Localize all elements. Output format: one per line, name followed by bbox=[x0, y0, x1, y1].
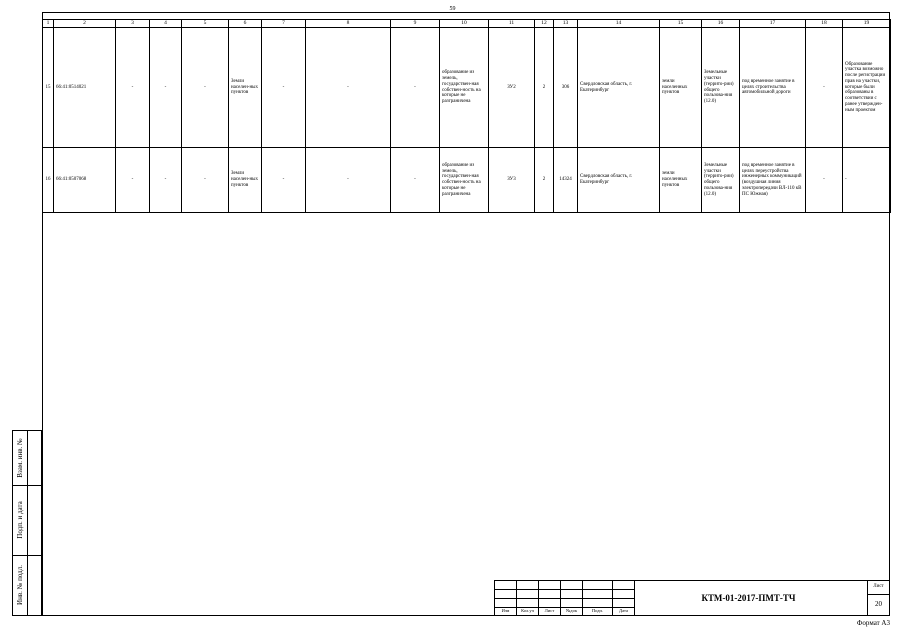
table-cell: ЗУ2 bbox=[489, 28, 535, 148]
table-cell: - bbox=[806, 148, 843, 213]
sheet-label: Лист bbox=[873, 584, 884, 589]
table-cell: - bbox=[391, 148, 440, 213]
column-header: 9 bbox=[391, 20, 440, 28]
table-cell: - bbox=[150, 28, 182, 148]
table-cell: - bbox=[843, 148, 891, 213]
table-cell: под временное занятие в целях строительства автомобильной дороги bbox=[740, 28, 806, 148]
column-header: 15 bbox=[660, 20, 702, 28]
table-cell: Образование участка возможно после регистрации прав на участки, которые были образованы в соответствии с ранее утвержден-ным проектом bbox=[843, 28, 891, 148]
table-cell: - bbox=[306, 148, 391, 213]
table-cell: земли населенных пунктов bbox=[660, 28, 702, 148]
column-header: 4 bbox=[150, 20, 182, 28]
table-cell: - bbox=[182, 28, 229, 148]
sidebar-label: Инв. № подл. bbox=[16, 565, 24, 605]
title-block bbox=[494, 580, 890, 616]
table-cell: - bbox=[262, 28, 306, 148]
stamp-label-izm: Изм bbox=[501, 608, 510, 613]
table-cell: под временное занятие в целях переустройства инженерных коммуникаций (воздушная линия электропередачи ВЛ-110 кВ ПС Южная) bbox=[740, 148, 806, 213]
table-cell: 16 bbox=[43, 148, 54, 213]
table-cell: Свердловская область, г. Екатеринбург bbox=[578, 28, 660, 148]
sidebar-cell-inv bbox=[13, 555, 41, 615]
column-header: 12 bbox=[535, 20, 554, 28]
header-row bbox=[43, 20, 891, 28]
column-header: 7 bbox=[262, 20, 306, 28]
column-header: 3 bbox=[116, 20, 150, 28]
table-cell: - bbox=[391, 28, 440, 148]
table-cell: 2 bbox=[535, 28, 554, 148]
table-cell: Земли населен-ных пунктов bbox=[229, 148, 262, 213]
column-header: 19 bbox=[843, 20, 891, 28]
column-header: 8 bbox=[306, 20, 391, 28]
table-cell: земли населенных пунктов bbox=[660, 148, 702, 213]
column-header: 2 bbox=[54, 20, 116, 28]
stamp-label-podp: Подп. bbox=[591, 608, 604, 613]
column-header: 14 bbox=[578, 20, 660, 28]
table-cell: - bbox=[116, 28, 150, 148]
column-header: 13 bbox=[554, 20, 578, 28]
stamp-label-list: Лист bbox=[544, 608, 555, 613]
table-cell: 66:41:0514021 bbox=[54, 28, 116, 148]
land-plots-table bbox=[42, 19, 891, 213]
stamp-label-kol: Кол.уч bbox=[521, 608, 534, 613]
format-label: Формат А3 bbox=[856, 619, 890, 627]
table-cell: - bbox=[806, 28, 843, 148]
table-row bbox=[43, 28, 891, 148]
table-cell: Земли населен-ных пунктов bbox=[229, 28, 262, 148]
column-header: 6 bbox=[229, 20, 262, 28]
approval-sidebar bbox=[12, 430, 42, 616]
table-cell: - bbox=[262, 148, 306, 213]
table-cell: - bbox=[182, 148, 229, 213]
table-cell: - bbox=[150, 148, 182, 213]
sidebar-cell-replace bbox=[13, 431, 41, 486]
sheet-number: 20 bbox=[875, 600, 882, 608]
table-cell: ЗУ3 bbox=[489, 148, 535, 213]
table-cell: Земельные участки (террито-рии) общего пользова-ния (12.0) bbox=[702, 148, 740, 213]
page-number: 59 bbox=[449, 6, 456, 12]
column-header: 17 bbox=[740, 20, 806, 28]
table-cell: - bbox=[306, 28, 391, 148]
stamp-label-ndoc: №док bbox=[565, 608, 578, 613]
table-cell: образование из земель, государствен-ная собствен-ность на которые не разграничена bbox=[440, 28, 489, 148]
column-header: 1 bbox=[43, 20, 54, 28]
table-cell: Свердловская область, г. Екатеринбург bbox=[578, 148, 660, 213]
document-code: КТМ-01-2017-ПМТ-ТЧ bbox=[701, 593, 796, 603]
table-cell: 306 bbox=[554, 28, 578, 148]
column-header: 10 bbox=[440, 20, 489, 28]
table-cell: Земельные участки (террито-рии) общего пользова-ния (12.0) bbox=[702, 28, 740, 148]
table-cell: - bbox=[116, 148, 150, 213]
column-header: 16 bbox=[702, 20, 740, 28]
sidebar-label: Подп. и дата bbox=[16, 501, 24, 539]
table-cell: 15 bbox=[43, 28, 54, 148]
table-cell: 2 bbox=[535, 148, 554, 213]
table-cell: 14324 bbox=[554, 148, 578, 213]
table-row bbox=[43, 148, 891, 213]
column-header: 11 bbox=[489, 20, 535, 28]
sidebar-cell-sign bbox=[13, 485, 41, 556]
column-header: 5 bbox=[182, 20, 229, 28]
column-header: 18 bbox=[806, 20, 843, 28]
sidebar-label: Взам. инв. № bbox=[16, 438, 24, 478]
table-cell: образование из земель, государствен-ная собствен-ность на которые не разграничена bbox=[440, 148, 489, 213]
table-cell: 66:41:0507068 bbox=[54, 148, 116, 213]
stamp-label-data: Дата bbox=[619, 608, 628, 613]
